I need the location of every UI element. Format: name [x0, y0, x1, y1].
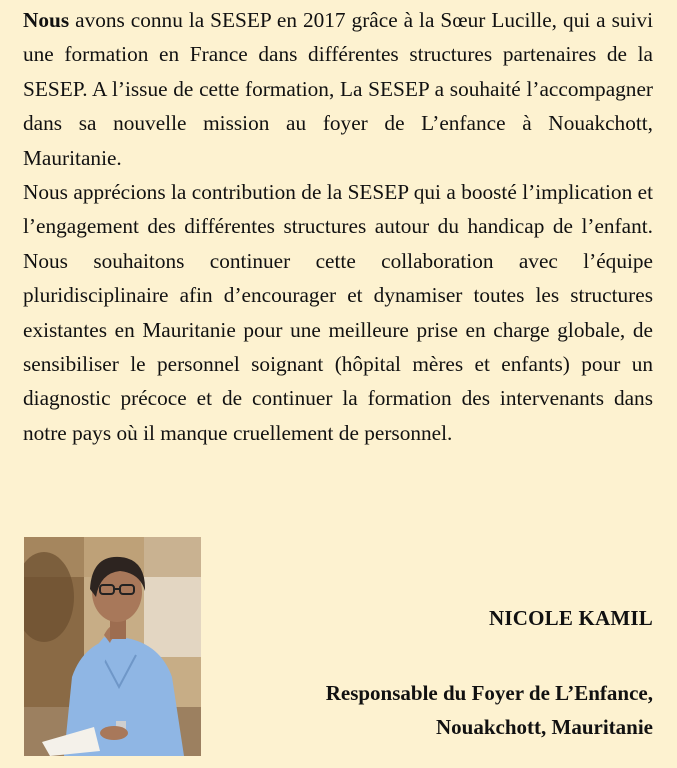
role-line-2: Nouakchott, Mauritanie — [436, 715, 653, 739]
role-line-1: Responsable du Foyer de L’Enfance, — [325, 681, 653, 705]
testimonial-text — [23, 3, 653, 450]
signature-role — [326, 676, 653, 744]
paragraph-1 — [23, 3, 653, 175]
portrait-photo — [24, 537, 201, 756]
paragraph-2: Nous apprécions la contribution de la SESEP qui a boosté l’implication et l’engagement des différentes structures autour du handicap de l’enfant. Nous souhaitons continuer cette collaboration avec l’équipe pluridisciplinaire afin d’encourager et dynamiser toutes les structures existantes en Mauritanie pour une meilleure prise en charge globale, de sensibiliser le personnel soignant (hôpital mères et enfants) pour un diagnostic précoce et de continuer la formation des intervenants dans notre pays où il manque cruellement de personnel. — [23, 180, 653, 445]
signature-name: NICOLE KAMIL — [488, 606, 653, 630]
paragraph-1-body: avons connu la SESEP en 2017 grâce à la Sœur Lucille, qui a suivi une formation en France dans différentes structures partenaires de la SESEP. A l’issue de cette formation, La SESEP a souhaité l’accompagner dans sa nouvelle mission au foyer de L’enfance à Nouakchott, Mauritanie. — [23, 8, 653, 170]
lead-word: Nous — [23, 8, 70, 32]
